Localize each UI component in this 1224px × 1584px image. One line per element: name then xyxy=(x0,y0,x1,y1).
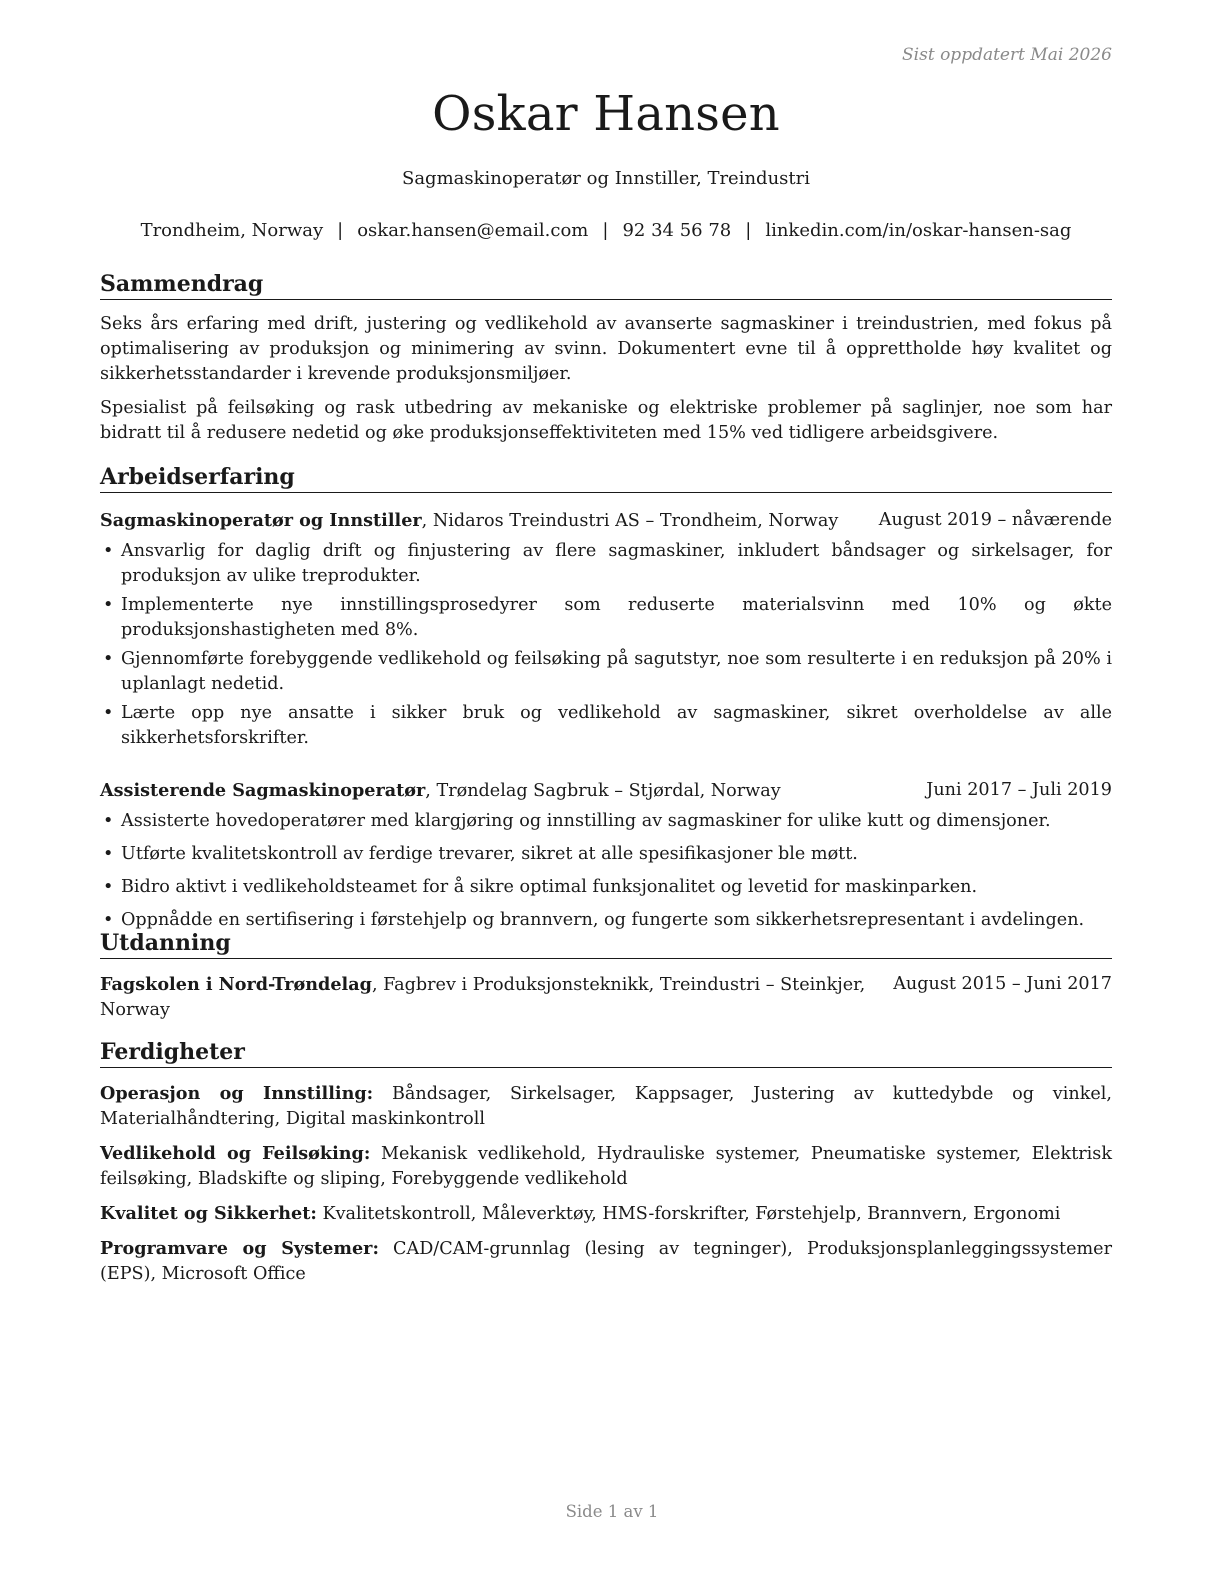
contact-email[interactable]: oskar.hansen@email.com xyxy=(357,220,589,241)
summary-section xyxy=(100,270,1112,446)
skill-group-label: Kvalitet og Sikkerhet: xyxy=(100,1203,317,1224)
contact-location: Trondheim, Norway xyxy=(140,220,324,241)
section-title-summary: Sammendrag xyxy=(100,270,1112,300)
job-bullet-text: Implementerte nye innstillingsprosedyrer som reduserte materialsvinn med 10% og økte produksjonshastigheten med 8%. xyxy=(121,595,1112,640)
bullet-icon: • xyxy=(103,649,114,669)
section-title-experience: Arbeidserfaring xyxy=(100,463,1112,493)
summary-paragraph: Spesialist på feilsøking og rask utbedring av mekaniske og elektriske problemer på saglinjer, noe som har bidratt til å redusere nedetid og øke produksjonseffektiviteten med 15% ved tidligere arbeidsgivere. xyxy=(100,398,1112,443)
job-role: Assisterende Sagmaskinoperatør xyxy=(100,780,426,801)
job-entry xyxy=(100,778,1112,933)
job-date: August 2019 – nåværende xyxy=(878,510,1112,530)
skill-group-label: Programvare og Systemer: xyxy=(100,1238,379,1259)
job-bullet xyxy=(100,647,1112,697)
job-bullets xyxy=(100,809,1112,933)
skill-group xyxy=(100,1236,1112,1287)
candidate-name: Oskar Hansen xyxy=(432,86,780,142)
job-company: , Nidaros Treindustri AS – Trondheim, Norway xyxy=(421,511,839,531)
job-heading xyxy=(100,508,838,534)
education-heading xyxy=(100,972,877,1023)
bullet-icon: • xyxy=(103,877,114,897)
candidate-title: Sagmaskinoperatør og Innstiller, Treindustri xyxy=(401,168,811,189)
job-bullet-text: Ansvarlig for daglig drift og finjustering av flere sagmaskiner, inkludert båndsager og sirkelsager, for produksjon av ulike treprodukter. xyxy=(121,541,1112,586)
bullet-icon: • xyxy=(103,910,114,930)
contact-phone[interactable]: 92 34 56 78 xyxy=(622,220,732,241)
skill-group xyxy=(100,1081,1112,1132)
experience-section xyxy=(100,463,1112,933)
bullet-icon: • xyxy=(103,844,114,864)
skills-section xyxy=(100,1038,1112,1287)
bullet-icon: • xyxy=(103,811,114,831)
bullet-icon: • xyxy=(103,703,114,723)
contact-linkedin[interactable]: linkedin.com/in/oskar-hansen-sag xyxy=(765,220,1072,241)
summary-paragraph: Seks års erfaring med drift, justering og vedlikehold av avanserte sagmaskiner i treindustrien, med fokus på optimalisering av produksjon og minimering av svinn. Dokumentert evne til å opprettholde høy kvalitet og sikkerhetsstandarder i krevende produksjonsmiljøer. xyxy=(100,314,1112,384)
job-bullet xyxy=(100,875,1112,900)
job-bullet xyxy=(100,539,1112,589)
skill-group-items: Mekanisk vedlikehold, Hydrauliske systemer, Pneumatiske systemer, Elektrisk feilsøking, Bladskifte og sliping, Forebyggende vedlikehold xyxy=(100,1144,1112,1189)
job-bullet-text: Oppnådde en sertifisering i førstehjelp og brannvern, og fungerte som sikkerhetsrepresentant i avdelingen. xyxy=(121,910,1085,930)
job-entry xyxy=(100,508,1112,751)
education-detail: , Fagbrev i Produksjonsteknikk, Treindustri – Steinkjer, Norway xyxy=(100,975,866,1020)
job-company: , Trøndelag Sagbruk – Stjørdal, Norway xyxy=(425,781,781,801)
job-bullet-text: Bidro aktivt i vedlikeholdsteamet for å sikre optimal funksjonalitet og levetid for maskinparken. xyxy=(121,877,978,897)
skill-group-label: Vedlikehold og Feilsøking: xyxy=(100,1143,371,1164)
skill-group-items: Båndsager, Sirkelsager, Kappsager, Justering av kuttedybde og vinkel, Materialhåndtering, Digital maskinkontroll xyxy=(100,1084,1113,1129)
job-bullet-text: Gjennomførte forebyggende vedlikehold og feilsøking på sagutstyr, noe som resulterte i en reduksjon på 20% i uplanlagt nedetid. xyxy=(121,649,1112,694)
job-bullet xyxy=(100,593,1112,643)
bullet-icon: • xyxy=(103,541,114,561)
section-title-skills: Ferdigheter xyxy=(100,1038,1112,1068)
job-date: Juni 2017 – Juli 2019 xyxy=(926,780,1112,800)
job-header xyxy=(100,508,1112,534)
job-bullet-text: Assisterte hovedoperatører med klargjøring og innstilling av sagmaskiner for ulike kutt og dimensjoner. xyxy=(121,811,1051,831)
skill-group-items: CAD/CAM-grunnlag (lesing av tegninger), Produksjonsplanleggingssystemer (EPS), Microsoft Office xyxy=(100,1239,1112,1284)
job-bullet xyxy=(100,809,1112,834)
contact-line xyxy=(100,220,1112,241)
section-title-education: Utdanning xyxy=(100,929,1112,959)
contact-separator: | xyxy=(602,220,609,241)
skill-group-label: Operasjon og Innstilling: xyxy=(100,1083,374,1104)
skill-group-items: Kvalitetskontroll, Måleverktøy, HMS-forskrifter, Førstehjelp, Brannvern, Ergonomi xyxy=(316,1204,1061,1224)
job-heading xyxy=(100,778,781,804)
job-bullet-text: Utførte kvalitetskontroll av ferdige trevarer, sikret at alle spesifikasjoner ble møtt. xyxy=(121,844,858,864)
job-bullets xyxy=(100,539,1112,751)
job-bullet xyxy=(100,701,1112,751)
education-school: Fagskolen i Nord-Trøndelag xyxy=(100,974,372,995)
page-number: Side 1 av 1 xyxy=(565,1502,659,1521)
bullet-icon: • xyxy=(103,595,114,615)
skill-group xyxy=(100,1201,1112,1227)
last-updated: Sist oppdatert Mai 2026 xyxy=(902,45,1112,65)
education-entry xyxy=(100,972,1112,1023)
job-role: Sagmaskinoperatør og Innstiller xyxy=(100,510,422,531)
education-section xyxy=(100,929,1112,1023)
skill-group xyxy=(100,1141,1112,1192)
education-date: August 2015 – Juni 2017 xyxy=(893,974,1112,994)
job-bullet xyxy=(100,842,1112,867)
job-bullet-text: Lærte opp nye ansatte i sikker bruk og vedlikehold av sagmaskiner, sikret overholdelse av alle sikkerhetsforskrifter. xyxy=(121,703,1112,748)
job-header xyxy=(100,778,1112,804)
contact-separator: | xyxy=(337,220,344,241)
contact-separator: | xyxy=(745,220,752,241)
